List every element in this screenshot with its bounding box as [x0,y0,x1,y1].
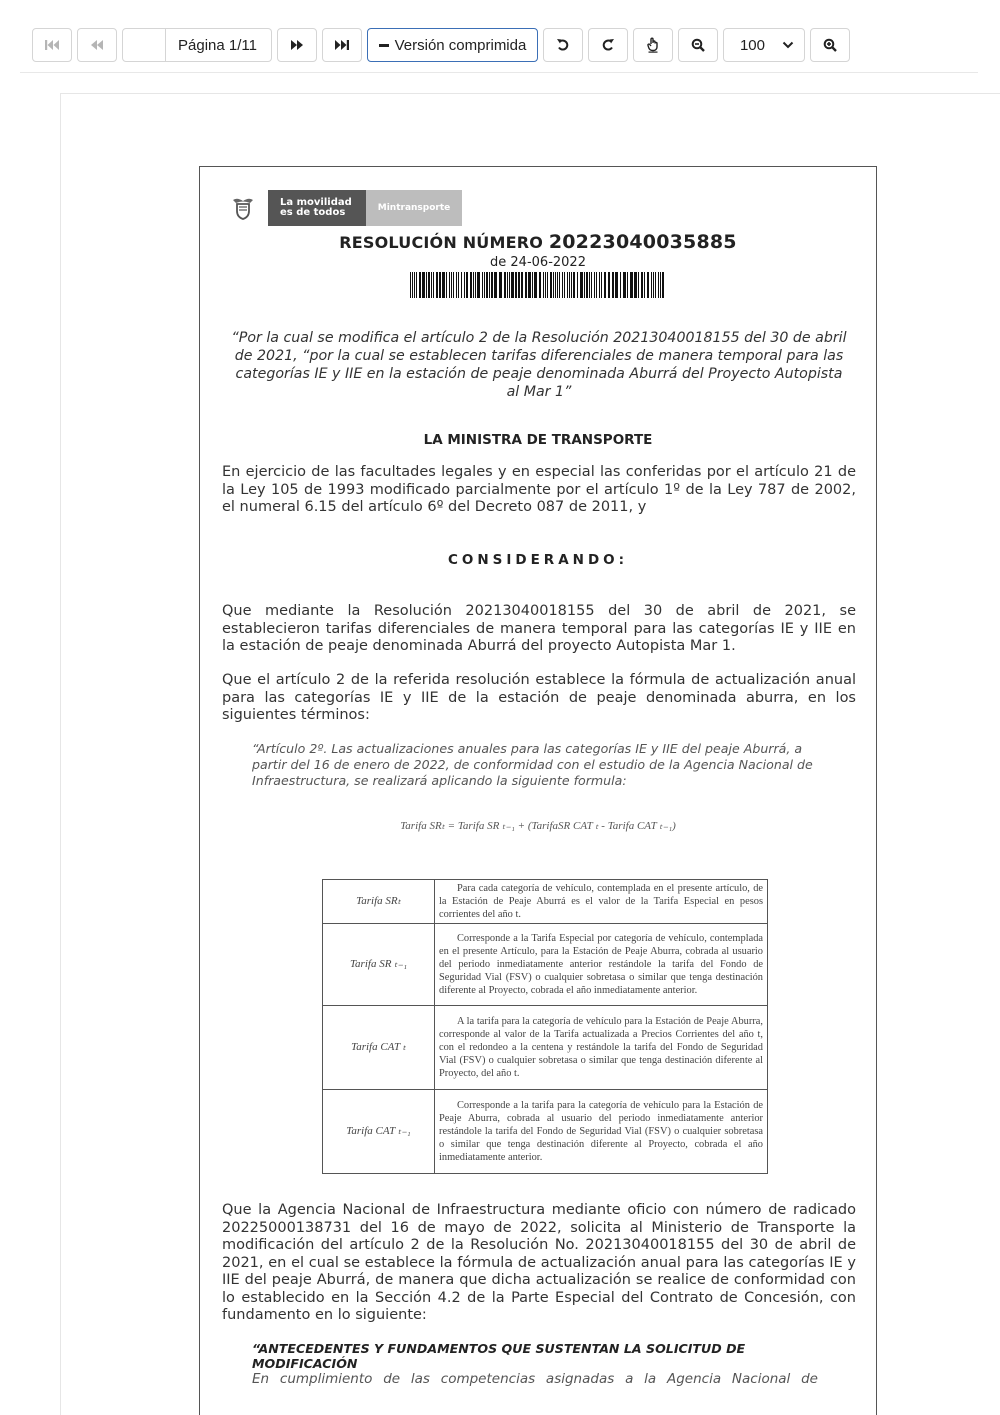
article-2-quote: “Artículo 2º. Las actualizaciones anuales para las categorías IE y IIE del peaje Aburrá, a partir del 16 de enero de 2022, de conformidad con el estudio de la Agencia Nacional de Infraestructura, se realizará aplicando la siguiente formula: [252,741,813,788]
barcode-bar [482,272,483,298]
barcode-bar [586,272,588,298]
resolution-date: de 24-06-2022 [490,255,586,270]
barcode-bar [428,272,430,298]
barcode-bar [507,272,508,298]
barcode-bar [464,272,465,298]
chevron-down-icon [782,41,794,49]
barcode-bar [555,272,556,298]
barcode-bar [461,272,462,298]
resolution-title-prefix: RESOLUCIÓN NÚMERO [339,233,544,252]
rewind-icon [89,38,105,52]
preamble-paragraph: En ejercicio de las facultades legales y en especial las conferidas por el artículo 21 de la Ley 105 de 1993 modificado parcialmente por el artículo 1º de la Ley 787 de 2002, el numeral 6.15 del artículo 6º del Decreto 087 de 2011, y [222,464,856,515]
barcode-bar [532,272,533,298]
barcode-bar [511,272,514,298]
barcode-bar [559,272,560,298]
document-viewport[interactable] [60,93,1000,1415]
barcode-bar [477,272,480,298]
logo-slogan-line1: La movilidad [280,197,352,208]
logo-agency-name: Mintransporte [366,190,463,226]
barcode-bar [475,272,476,298]
resolution-title [200,231,876,253]
barcode-bar [439,272,441,298]
barcode-bar [410,272,411,298]
barcode-bar [580,272,583,298]
hand-pointer-icon [646,37,660,53]
barcode-bar [456,272,457,298]
barcode-bar [562,272,563,298]
barcode-bar [644,272,645,298]
table-row [323,1090,768,1174]
barcode-bar [638,272,639,298]
barcode-bar [569,272,570,298]
barcode-bar [419,272,421,298]
coat-of-arms-icon [230,195,256,221]
table-description: Corresponde a la Tarifa Especial por categoría de vehículo, contemplada en el presente Artículo, para la Estación de Peaje Aburra, cobrada al usuario del periodo inmediatamente anterior restándole la tarifa del Fondo de Seguridad Vial (FSV) o cualquier sobretasa o similar que tenga destinación diferente al Proyecto, cobrada el año inmediatamente anterior. [435,924,768,1006]
barcode-bar [564,272,565,298]
rotate-clockwise-icon [601,38,615,52]
toolbar-divider [20,72,978,73]
barcode-bar [473,272,474,298]
barcode-bar [604,272,606,298]
table-term: Tarifa CAT ₜ [323,1006,435,1090]
barcode-bar [623,272,626,298]
table-term: Tarifa SR ₜ₋₁ [323,924,435,1006]
barcode-bar [534,272,537,298]
rotate-right-button[interactable] [588,28,628,62]
barcode-bar [655,272,656,298]
barcode-bar [451,272,452,298]
barcode-bar [433,272,434,298]
barcode-bar [494,272,497,298]
zoom-out-icon [691,38,705,52]
barcode-bar [539,272,541,298]
barcode-bar [612,272,614,298]
barcode-bar [567,272,568,298]
barcode-bar [525,272,527,298]
barcode-bar [658,272,659,298]
previous-page-button[interactable] [77,28,117,62]
table-description: Corresponde a la tarifa para la categoría de vehículo para la Estación de Peaje Aburra, cobrada al usuario del periodo inmediatamente anterior restándole la tarifa del Fondo de Seguridad Vial (FSV) o cualquier sobretasa o similar que tenga destinación diferente al Proyecto, cobrada el año inmediatamente anterior. [435,1090,768,1174]
barcode-bar [577,272,578,298]
barcode-bar [660,272,661,298]
next-page-button[interactable] [277,28,317,62]
minister-heading: LA MINISTRA DE TRANSPORTE [423,432,653,448]
barcode-bar [504,272,506,298]
barcode-bar [453,272,454,298]
considerando-paragraph-3: Que la Agencia Nacional de Infraestructura mediante oficio con número de radicado 20225000138731 del 16 de mayo de 2022, solicita al Ministerio de Transporte la modificación del artículo 2 de la Resolución No. 20213040018155 del 30 de abril de 2021, en el cual se establece la fórmula de actualización anual para las categorías IE y IIE del peaje Aburrá, de manera que dicha actualización se realice de conformidad con lo establecido en la Sección 4.2 de la Parte Especial del Contrato de Concesión, con fundamento en lo siguiente: [222,1202,856,1323]
zoom-in-icon [823,38,837,52]
barcode-bar [458,272,459,298]
table-description: A la tarifa para la categoría de vehículo para la Estación de Peaje Aburra, corresponde al valor de la Tarifa actualizada a Precios Corrientes del año t, con el redondeo a la centena y restándole la tarifa del Fondo de Seguridad Vial (FSV) o cualquier sobretasa o similar que tenga destinación diferente al Proyecto, del año t. [435,1006,768,1090]
document-page-1 [199,166,877,1415]
formula-variables-table [322,879,768,1174]
barcode-bar [589,272,590,298]
table-description: Para cada categoría de vehículo, contemplada en el presente artículo, de la Estación de Peaje Aburrá es el valor de la Tarifa Especial en pesos corrientes del año t. [435,880,768,924]
considerando-paragraph-2: Que el artículo 2 de la referida resolución establece la fórmula de actualización anual para las categorías IE y IIE de la estación de peaje denominada aburra, en los siguientes términos: [222,672,856,723]
barcode-bar [543,272,544,298]
zoom-select[interactable] [723,28,805,62]
compressed-version-label: Versión comprimida [394,36,527,54]
barcode [410,272,668,298]
barcode-bar [416,272,417,298]
barcode-bar [651,272,652,298]
logo-slogan [268,190,366,226]
barcode-bar [641,272,643,298]
last-page-button[interactable] [322,28,362,62]
skip-to-start-icon [44,38,60,52]
barcode-bar [436,272,438,298]
barcode-bar [596,272,597,298]
compressed-version-button[interactable] [367,28,538,62]
skip-to-end-icon [334,38,350,52]
barcode-bar [545,272,546,298]
fast-forward-icon [289,38,305,52]
barcode-bar [608,272,610,298]
barcode-bar [599,272,600,298]
barcode-bar [662,272,664,298]
barcode-bar [412,272,413,298]
barcode-bar [620,272,621,298]
considerando-heading: CONSIDERANDO: [447,552,629,568]
barcode-bar [571,272,572,298]
barcode-bar [521,272,523,298]
barcode-bar [591,272,592,298]
table-term: Tarifa SRₜ [323,880,435,924]
table-row [323,924,768,1006]
barcode-bar [557,272,558,298]
ministry-logo [230,189,462,227]
zoom-value: 100 [739,36,765,54]
barcode-bar [550,272,552,298]
tariff-formula: Tarifa SRₜ = Tarifa SR ₜ₋₁ + (TarifaSR CAT ₜ - Tarifa CAT ₜ₋₁) [400,820,676,832]
barcode-bar [422,272,425,298]
barcode-bar [515,272,517,298]
barcode-bar [499,272,502,298]
continuation-line: En cumplimiento de las competencias asignadas a la Agencia Nacional de [252,1371,818,1387]
barcode-bar [442,272,445,298]
barcode-bar [647,272,649,298]
zoom-in-button[interactable] [810,28,850,62]
barcode-bar [553,272,554,298]
barcode-bar [446,272,447,298]
table-term: Tarifa CAT ₜ₋₁ [323,1090,435,1174]
barcode-bar [528,272,531,298]
barcode-bar [653,272,654,298]
page-number-input[interactable] [122,28,166,62]
barcode-bar [431,272,432,298]
first-page-button[interactable] [32,28,72,62]
barcode-bar [484,272,485,298]
logo-slogan-line2: es de todos [280,207,346,218]
resolution-number: 20223040035885 [548,231,737,253]
rotate-left-button[interactable] [543,28,583,62]
considerando-paragraph-1: Que mediante la Resolución 20213040018155 del 30 de abril de 2021, se establecieron tarifas diferenciales de manera temporal para las categorías IE y IIE en la estación de peaje denominada Aburrá del proyecto Autopista Mar 1. [222,603,856,654]
barcode-bar [627,272,628,298]
barcode-bar [491,272,493,298]
page-indicator: Página 1/11 [166,28,272,62]
barcode-bar [630,272,633,298]
table-row [323,1006,768,1090]
minus-icon [379,44,389,47]
table-row [323,880,768,924]
pan-tool-button[interactable] [633,28,673,62]
barcode-bar [414,272,415,298]
barcode-bar [518,272,520,298]
barcode-bar [486,272,488,298]
viewer-toolbar [32,27,855,63]
antecedentes-heading: “ANTECEDENTES Y FUNDAMENTOS QUE SUSTENTAN LA SOLICITUD DE MODIFICACIÓN [252,1341,746,1371]
barcode-bar [601,272,602,298]
barcode-bar [426,272,427,298]
barcode-bar [594,272,595,298]
resolution-subject: “Por la cual se modifica el artículo 2 de la Resolución 20213040018155 del 30 de abril de 2021, “por la cual se establecen tarifas diferenciales de manera temporal para las categorías IE y IIE en la estación de peaje denominada Aburrá del Proyecto Autopista al Mar 1” [231,330,847,400]
barcode-bar [489,272,490,298]
barcode-bar [466,272,468,298]
barcode-bar [509,272,510,298]
barcode-bar [470,272,472,298]
barcode-bar [634,272,637,298]
rotate-counterclockwise-icon [556,38,570,52]
barcode-bar [573,272,575,298]
barcode-bar [615,272,618,298]
barcode-bar [584,272,585,298]
barcode-bar [547,272,548,298]
barcode-bar [449,272,450,298]
zoom-out-button[interactable] [678,28,718,62]
